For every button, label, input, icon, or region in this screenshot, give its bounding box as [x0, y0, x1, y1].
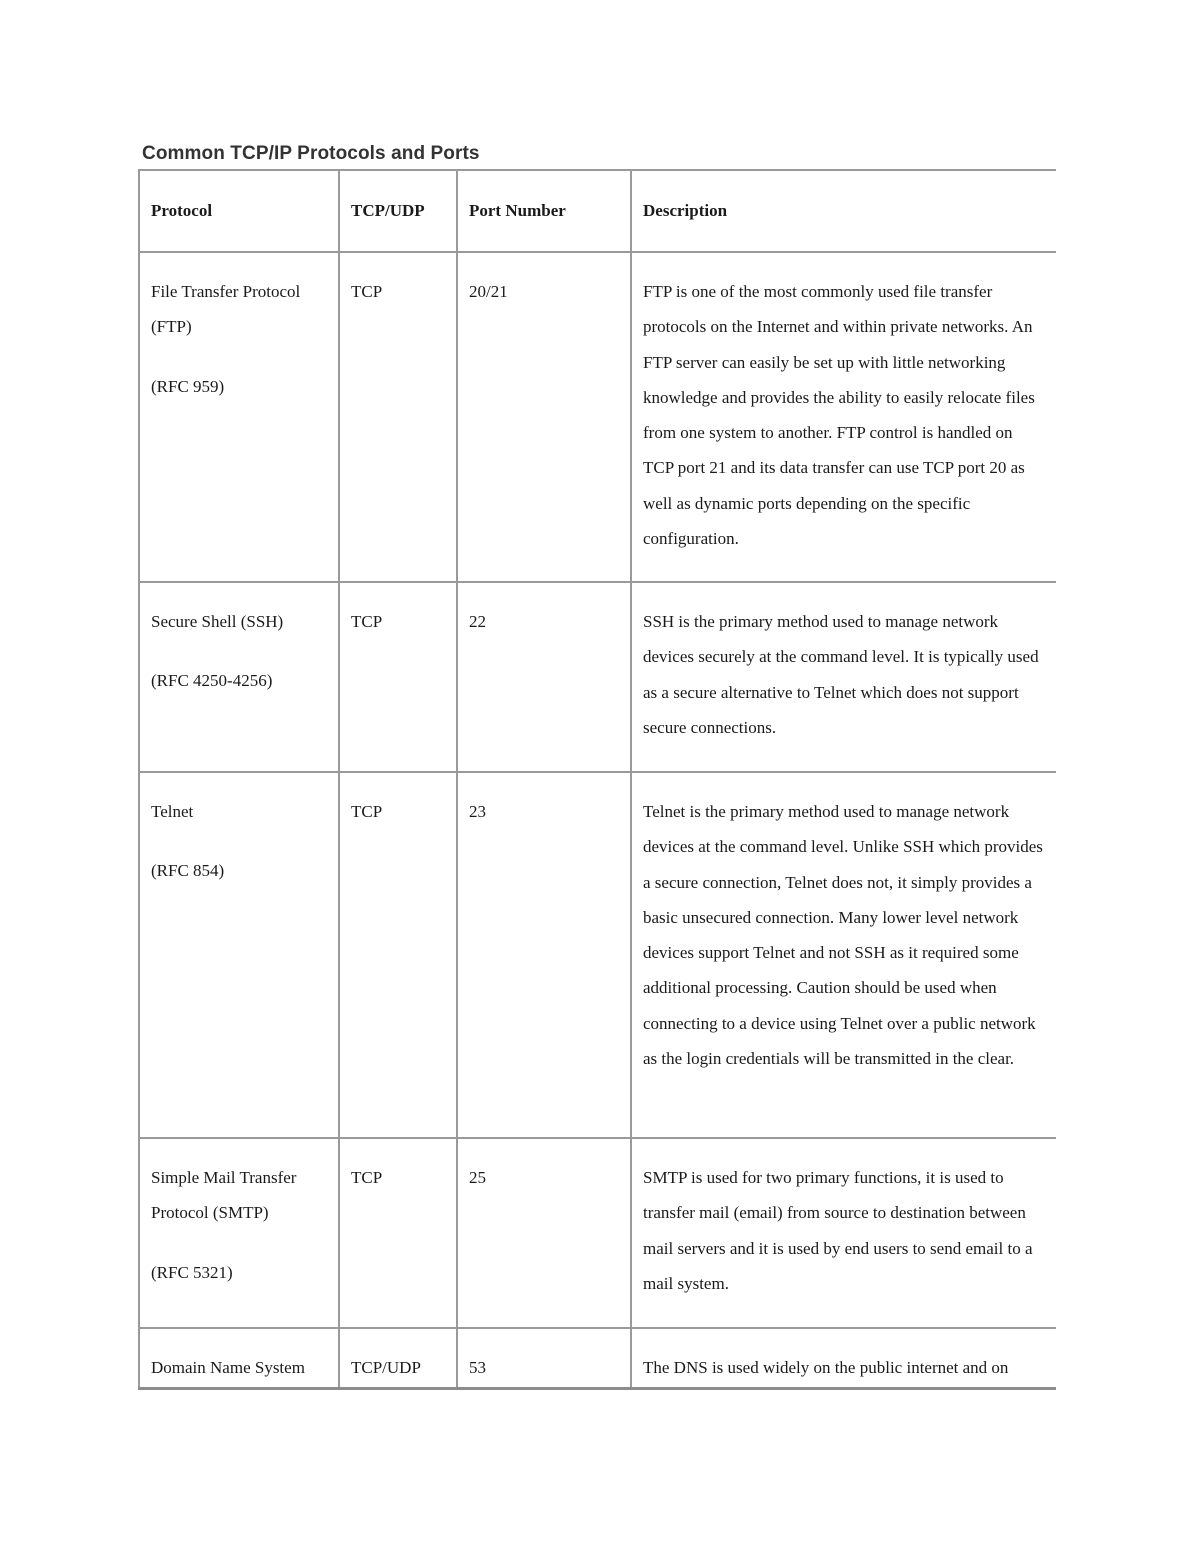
port-cell: 22 [457, 582, 631, 772]
protocol-name: Domain Name System [151, 1358, 305, 1377]
table-row [139, 1328, 1056, 1390]
description-cell: Telnet is the primary method used to manage network devices at the command level. Unlike SSH which provides a secure connection, Telnet does not, it simply provides a basic unsecured connection. Many lower level network devices support Telnet and not SSH as it required some additional processing. Caution should be used when connecting to a device using Telnet over a public network as the login credentials will be transmitted in the clear. [631, 772, 1056, 1138]
page-title: Common TCP/IP Protocols and Ports [142, 143, 480, 164]
table-row [139, 582, 1056, 772]
header-port-number: Port Number [457, 170, 631, 252]
header-tcp-udp: TCP/UDP [339, 170, 457, 252]
tcp-udp-cell: TCP [339, 1138, 457, 1328]
protocol-name: Simple Mail Transfer Protocol (SMTP) [151, 1168, 297, 1223]
protocols-table [138, 169, 1056, 1390]
description-cell: The DNS is used widely on the public internet and on [631, 1328, 1056, 1390]
protocol-cell [139, 1138, 339, 1328]
tcp-udp-cell: TCP/UDP [339, 1328, 457, 1390]
protocols-table-container [138, 169, 1056, 1390]
protocol-rfc: (RFC 959) [151, 376, 225, 396]
table-row [139, 772, 1056, 1138]
table-row [139, 252, 1056, 582]
protocol-rfc: (RFC 5321) [151, 1262, 233, 1282]
protocol-rfc: (RFC 4250-4256) [151, 671, 273, 691]
protocol-name: Telnet [151, 802, 194, 821]
protocol-cell [139, 1328, 339, 1390]
tcp-udp-cell: TCP [339, 252, 457, 582]
description-cell: SSH is the primary method used to manage network devices securely at the command level. It is typically used as a secure alternative to Telnet which does not support secure connections. [631, 582, 1056, 772]
protocol-cell [139, 772, 339, 1138]
protocol-name: File Transfer Protocol (FTP) [151, 282, 301, 337]
table-header-row [139, 170, 1056, 252]
tcp-udp-cell: TCP [339, 582, 457, 772]
port-cell: 20/21 [457, 252, 631, 582]
protocol-cell [139, 582, 339, 772]
tcp-udp-cell: TCP [339, 772, 457, 1138]
port-cell: 53 [457, 1328, 631, 1390]
protocol-cell [139, 252, 339, 582]
header-protocol: Protocol [139, 170, 339, 252]
protocol-rfc: (RFC 854) [151, 861, 225, 881]
port-cell: 23 [457, 772, 631, 1138]
protocol-name: Secure Shell (SSH) [151, 612, 284, 631]
header-description: Description [631, 170, 1056, 252]
description-cell: SMTP is used for two primary functions, it is used to transfer mail (email) from source to destination between mail servers and it is used by end users to send email to a mail system. [631, 1138, 1056, 1328]
table-row [139, 1138, 1056, 1328]
description-cell: FTP is one of the most commonly used file transfer protocols on the Internet and within private networks. An FTP server can easily be set up with little networking knowledge and provides the ability to easily relocate files from one system to another. FTP control is handled on TCP port 21 and its data transfer can use TCP port 20 as well as dynamic ports depending on the specific configuration. [631, 252, 1056, 582]
port-cell: 25 [457, 1138, 631, 1328]
